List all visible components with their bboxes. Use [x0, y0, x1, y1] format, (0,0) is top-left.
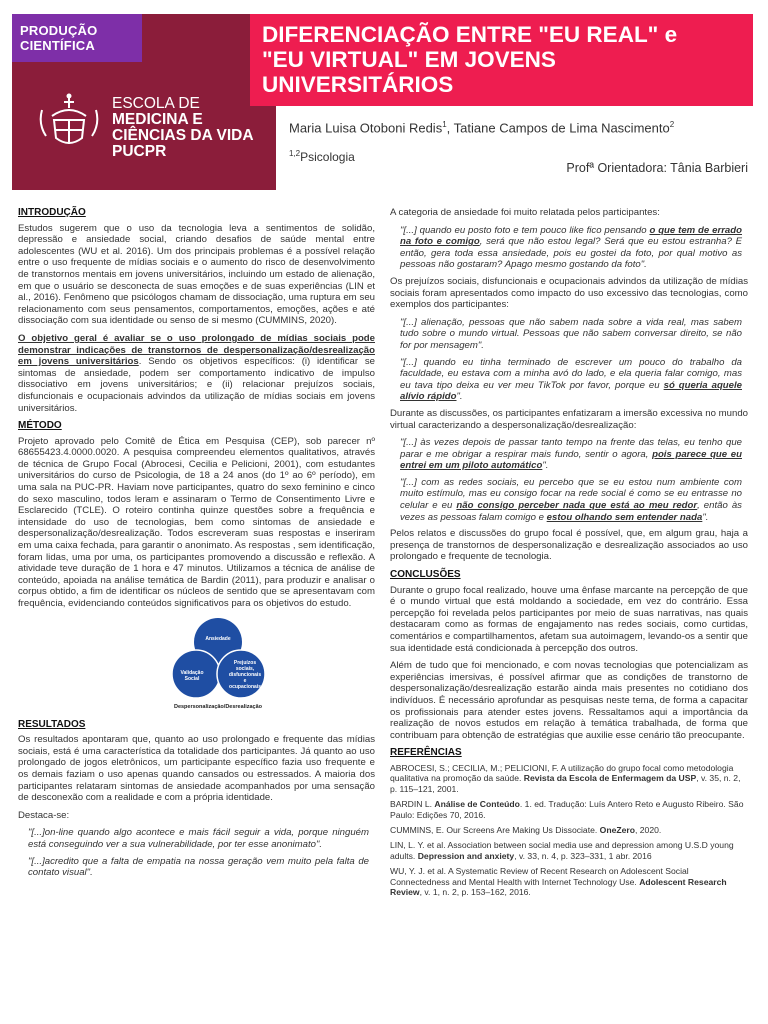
school-name-line: PUCPR — [112, 143, 167, 160]
affiliation — [289, 149, 355, 164]
ref-text: CUMMINS, E. Our Screens Are Making Us Dissociate. — [390, 824, 600, 835]
quote-text: ". — [456, 391, 463, 403]
school-name-line: MEDICINA E — [112, 111, 203, 128]
quote — [400, 357, 742, 403]
category-badge — [12, 14, 142, 62]
section-heading: CONCLUSÕES — [390, 569, 461, 581]
venn-label: e — [243, 677, 247, 684]
ref-text: LIN, L. Y. et al. Association between social media use and depression among U.S.D young adults. — [390, 840, 734, 861]
university-crest-icon — [34, 90, 104, 154]
quote-highlight: só queria aquele alívio rápido — [400, 379, 742, 403]
objective-text: . Sendo os objetivos específicos: (i) identificar se sintomas de ansiedade, podem ser comportamento indicativo de impulso dissociativo em jovens universitários; e (ii) relacionar prejuízos sociais, disfuncionais e ocupacionais advindos da utilização de mídias sociais em jovens universitários. — [18, 356, 375, 414]
school-name — [112, 96, 254, 160]
references-list — [390, 763, 748, 897]
section-heading: INTRODUÇÃO — [18, 207, 86, 218]
ref-text: , 2020. — [635, 824, 662, 835]
venn-diagram — [148, 616, 288, 711]
author-affil-number: 2 — [669, 120, 675, 129]
ref-source: Revista da Escola de Enfermagem da USP — [523, 773, 697, 784]
venn-label: Social — [184, 675, 200, 682]
results-paragraph: Os resultados apontaram que, quanto ao uso prolongado e frequente das mídias sociais, está é uma característica da totalidade dos participantes. Já quanto ao uso prolongado de jogos eletrônicos, um participante específico fazia uso frequente e os demais faziam o uso apenas quando cansados ou estressados. A maioria dos participantes relataram sintomas de ansiedade acompanhados por uma sensação de desconexão com a realidade e com a própria identidade. — [18, 734, 375, 804]
section-heading: RESULTADOS — [18, 718, 86, 730]
reference-item — [390, 799, 748, 820]
right-column — [390, 207, 748, 902]
poster-title — [262, 22, 742, 97]
quote: "[...]acredito que a falta de empatia na nossa geração vem muito pela falta de contato visual". — [28, 855, 369, 879]
advisor: Profª Orientadora: Tânia Barbieri — [566, 161, 748, 175]
section-heading: REFERÊNCIAS — [390, 747, 462, 759]
title-line: DIFERENCIAÇÃO ENTRE "EU REAL" e — [262, 22, 678, 47]
quote-text: ". — [702, 511, 709, 523]
author-separator: , — [446, 120, 454, 136]
ref-text: ABROCESI, S.; CECILIA, M.; PELICIONI, F. A utilização do grupo focal como metodologia qualitativa na promoção da saúde. — [390, 762, 734, 784]
ref-text: . 1. ed. Tradução: Luís Antero Reto e Augusto Ribeiro. São Paulo: Edições 70, 2016. — [390, 799, 744, 820]
quote-text: "[...] com as redes sociais, eu percebo que se eu estou num ambiente com muito estímulo, mas eu consigo focar na rede social é como se eu entrasse no celular e eu — [400, 476, 742, 512]
venn-label: Validação — [180, 669, 204, 676]
ref-text: BARDIN L. — [390, 799, 435, 810]
intro-paragraph: Estudos sugerem que o uso da tecnologia leva a sentimentos de solidão, depressão e ansiedade social, criando desafios de saúde mental entre adolescentes (WU et al. 2016). Um dos principais problemas é a possível relação entre o uso frequente de mídias sociais e o aumento do risco de desenvolvimento de transtornos mentais em jovens universitários, incluindo um estado de alienação, em que o usuário se desconecta de suas emoções e de suas experiências (LIN et al., 2016). Fenômeno que psicólogos chamam de dissociação, uma ruptura em seu relacionamento com seus pensamentos, comportamentos, emoções, ações e até dissociação com sua identidade ou senso de si mesmo (CUMMINS, 2020). — [18, 222, 375, 327]
ref-source: Análise de Conteúdo — [434, 799, 520, 810]
school-name-line: CIÊNCIAS DA VIDA — [112, 127, 254, 144]
reports-paragraph: Pelos relatos e discussões do grupo focal é possível, que, em algum grau, haja a presença de transtornos de despersonalização e desrealização associados ao uso prolongado e frequente de tecnologia. — [390, 528, 748, 563]
title-line: UNIVERSITÁRIOS — [262, 72, 454, 97]
objective-highlight: O objetivo geral é avaliar se o uso prolongado de mídias sociais pode demonstrar indicações de transtornos de despersonalização/desrealização em jovens universitários — [18, 332, 375, 368]
authors — [289, 120, 674, 135]
quote-text: "[...] quando eu posto foto e tem pouco like fico pensando — [400, 224, 650, 236]
reference-item — [390, 825, 748, 835]
ref-text: WU, Y. J. et al. A Systematic Review of Recent Research on Adolescent Social Connectedness and Mental Health with Internet Technology Use. — [390, 866, 689, 887]
anxiety-paragraph: A categoria de ansiedade foi muito relatada pelos participantes: — [390, 207, 660, 218]
quote — [400, 225, 742, 271]
reference-item — [390, 840, 748, 861]
quote: "[...] alienação, pessoas que não sabem nada sobre a vida real, mas sabem tudo sobre o mundo virtual. Pessoas que não sabem conversar direito, se não for por mensagem". — [400, 316, 742, 351]
reference-item — [390, 763, 748, 794]
author-affil-number: 1 — [442, 120, 447, 129]
author-name: Maria Luisa Otoboni Redis — [289, 120, 443, 136]
venn-label: disfuncionais — [228, 671, 262, 678]
venn-label: Prejuízos — [233, 659, 257, 666]
quote-text: "[...] às vezes depois de passar tanto tempo na frente das telas, eu tenho que parar e me obrigar a respirar mais fundo, sentir o agora, — [400, 437, 742, 460]
quote-highlight: pois parece que eu entrei em um piloto automático — [400, 448, 742, 472]
left-column — [18, 207, 375, 884]
results-highlight-label: Destaca-se: — [18, 809, 70, 821]
quote: "[...]on-line quando algo acontece e mais fácil seguir a vida, porque ninguém está conseguindo ver a sua vulnerabilidade, por ter esse anonimato". — [28, 827, 369, 850]
affil-name: Psicologia — [300, 150, 355, 164]
section-heading: MÉTODO — [18, 420, 62, 432]
ref-source: OneZero — [599, 824, 635, 835]
author-name: Tatiane Campos de Lima Nascimento — [453, 120, 670, 136]
ref-text: , v. 33, n. 4, p. 323–331, 1 abr. 2016 — [514, 850, 652, 861]
venn-label: ocupacionais — [229, 683, 261, 690]
ref-source: Adolescent Research Review — [390, 876, 727, 897]
title-line: "EU VIRTUAL" EM JOVENS — [262, 47, 556, 72]
quote-highlight: o que tem de errado na foto e comigo — [400, 224, 742, 248]
reference-item — [390, 866, 748, 897]
method-paragraph: Projeto aprovado pelo Comitê de Ética em Pesquisa (CEP), sob parecer nº 68655423.4.0000.0020. A pesquisa compreendeu elementos qualitativos, através de técnica de Grupo Focal (Abrocesi, Cecilia e Pelicioni, 2001), com estudantes universitários do curso de Psicologia, de 18 a 24 anos (do 1º ao 6º período), em uma sala na PUC-PR. Haviam nove participantes, quatro do sexo feminino e cinco do sexo masculino, todos leram e assinaram o Termo de Consentimento Livre e Esclarecido (TCLE). O roteiro continha quinze questões sobre a frequência e intensidade do uso de tecnologias, bem como sintomas de ansiedade e despersonalização/desrealização. Todos escreveram suas respostas e inseriram em uma caixa fechada, para garantir o anonimato. As respostas , sem identificação, foram lidas, uma por uma, os participantes promovendo a discussão e reflexão. A atividade teve duração de 1 hora e 47 minutos. Utilizamos a técnica de análise de conteúdo, apoiada na análise temática de Bardin (2011), para produzir e analisar o corpus obtido, a fim de identificar os núcleos de sentido que se apresentavam com frequência, evidenciando conteúdos significativos para os objetivos do estudo. — [18, 435, 375, 609]
quote-highlight: estou olhando sem entender nada — [546, 511, 703, 523]
badge-line: PRODUÇÃO — [20, 23, 98, 38]
venn-label: Ansiedade — [205, 635, 231, 642]
poster-header — [0, 0, 768, 205]
quote-text: ". — [542, 460, 549, 472]
badge-line: CIENTÍFICA — [20, 38, 95, 53]
venn-label: sociais, — [235, 665, 255, 672]
quote-text: "[...] quando eu tinha terminado de escrever um pouco do trabalho da faculdade, eu estava com a minha avó do lado, e ela queria falar comigo, mas eu tava tipo deixa eu ver meu TikTok por favor, porque eu — [400, 356, 742, 391]
quote — [400, 477, 742, 523]
ref-source: Depression and anxiety — [417, 850, 515, 861]
ref-text: , v. 1, n. 2, p. 153–162, 2016. — [419, 887, 531, 897]
quote-text: , será que não estou legal? Será que eu estou estranha? E então, gera toda essa ansiedade, pois eu gostei da foto, por qual motivo as pessoas não gostaram? Apago mesmo gostando da foto". — [400, 236, 743, 271]
quote-text: , então às vezes as pessoas falam comigo e — [400, 500, 742, 523]
quote — [400, 437, 742, 472]
quote-highlight: não consigo perceber nada que está ao meu redor — [456, 500, 698, 512]
ref-text: , v. 35, n. 2, p. 115–121, 2001. — [390, 773, 741, 794]
conclusions-paragraph: Além de tudo que foi mencionado, e com novas tecnologias que potencializam as experiências imersivas, é possível afirmar que as condições de transtorno de despersonalização/desrealização estarão ainda mais presentes no cotidiano dos indivíduos. É necessário aprofundar as pesquisas neste tema, de forma a capacitar os profissionais para atender estes jovens. Ressaltamos aqui a importância da realização de novos estudos em relação à temática trabalhada, de forma que contribuam para obtenção de estratégias que auxilie esse cenário tão preocupante. — [390, 660, 748, 741]
school-name-line: ESCOLA DE — [112, 95, 200, 112]
venn-caption: Despersonalização/Desrealização — [173, 703, 263, 710]
conclusions-paragraph: Durante o grupo focal realizado, houve uma ênfase marcante na percepção de que é o mundo virtual que está moldando a sociedade, em vez do contrário. Essa percepção foi revelada pelos participantes por meio de suas narrativas, nas quais destacaram como as formas de engajamento nas redes sociais, como curtidas, comentários e compartilhamentos, afetam sua autoimagem, levando-os a sentir que sua identidade está condicionada à percepção dos outros. — [390, 584, 748, 654]
harm-paragraph: Os prejuízos sociais, disfuncionais e ocupacionais advindos da utilização de mídias sociais foram apresentados como impacto do uso excessivo das tecnologias, como exemplos dos participantes: — [390, 275, 748, 311]
affil-number: 1,2 — [289, 149, 301, 158]
intro-objectives — [18, 333, 375, 414]
depersonalization-paragraph: Durante as discussões, os participantes enfatizaram a imersão excessiva no mundo virtual caracterizando a despersonalização/desrealização: — [390, 407, 748, 431]
